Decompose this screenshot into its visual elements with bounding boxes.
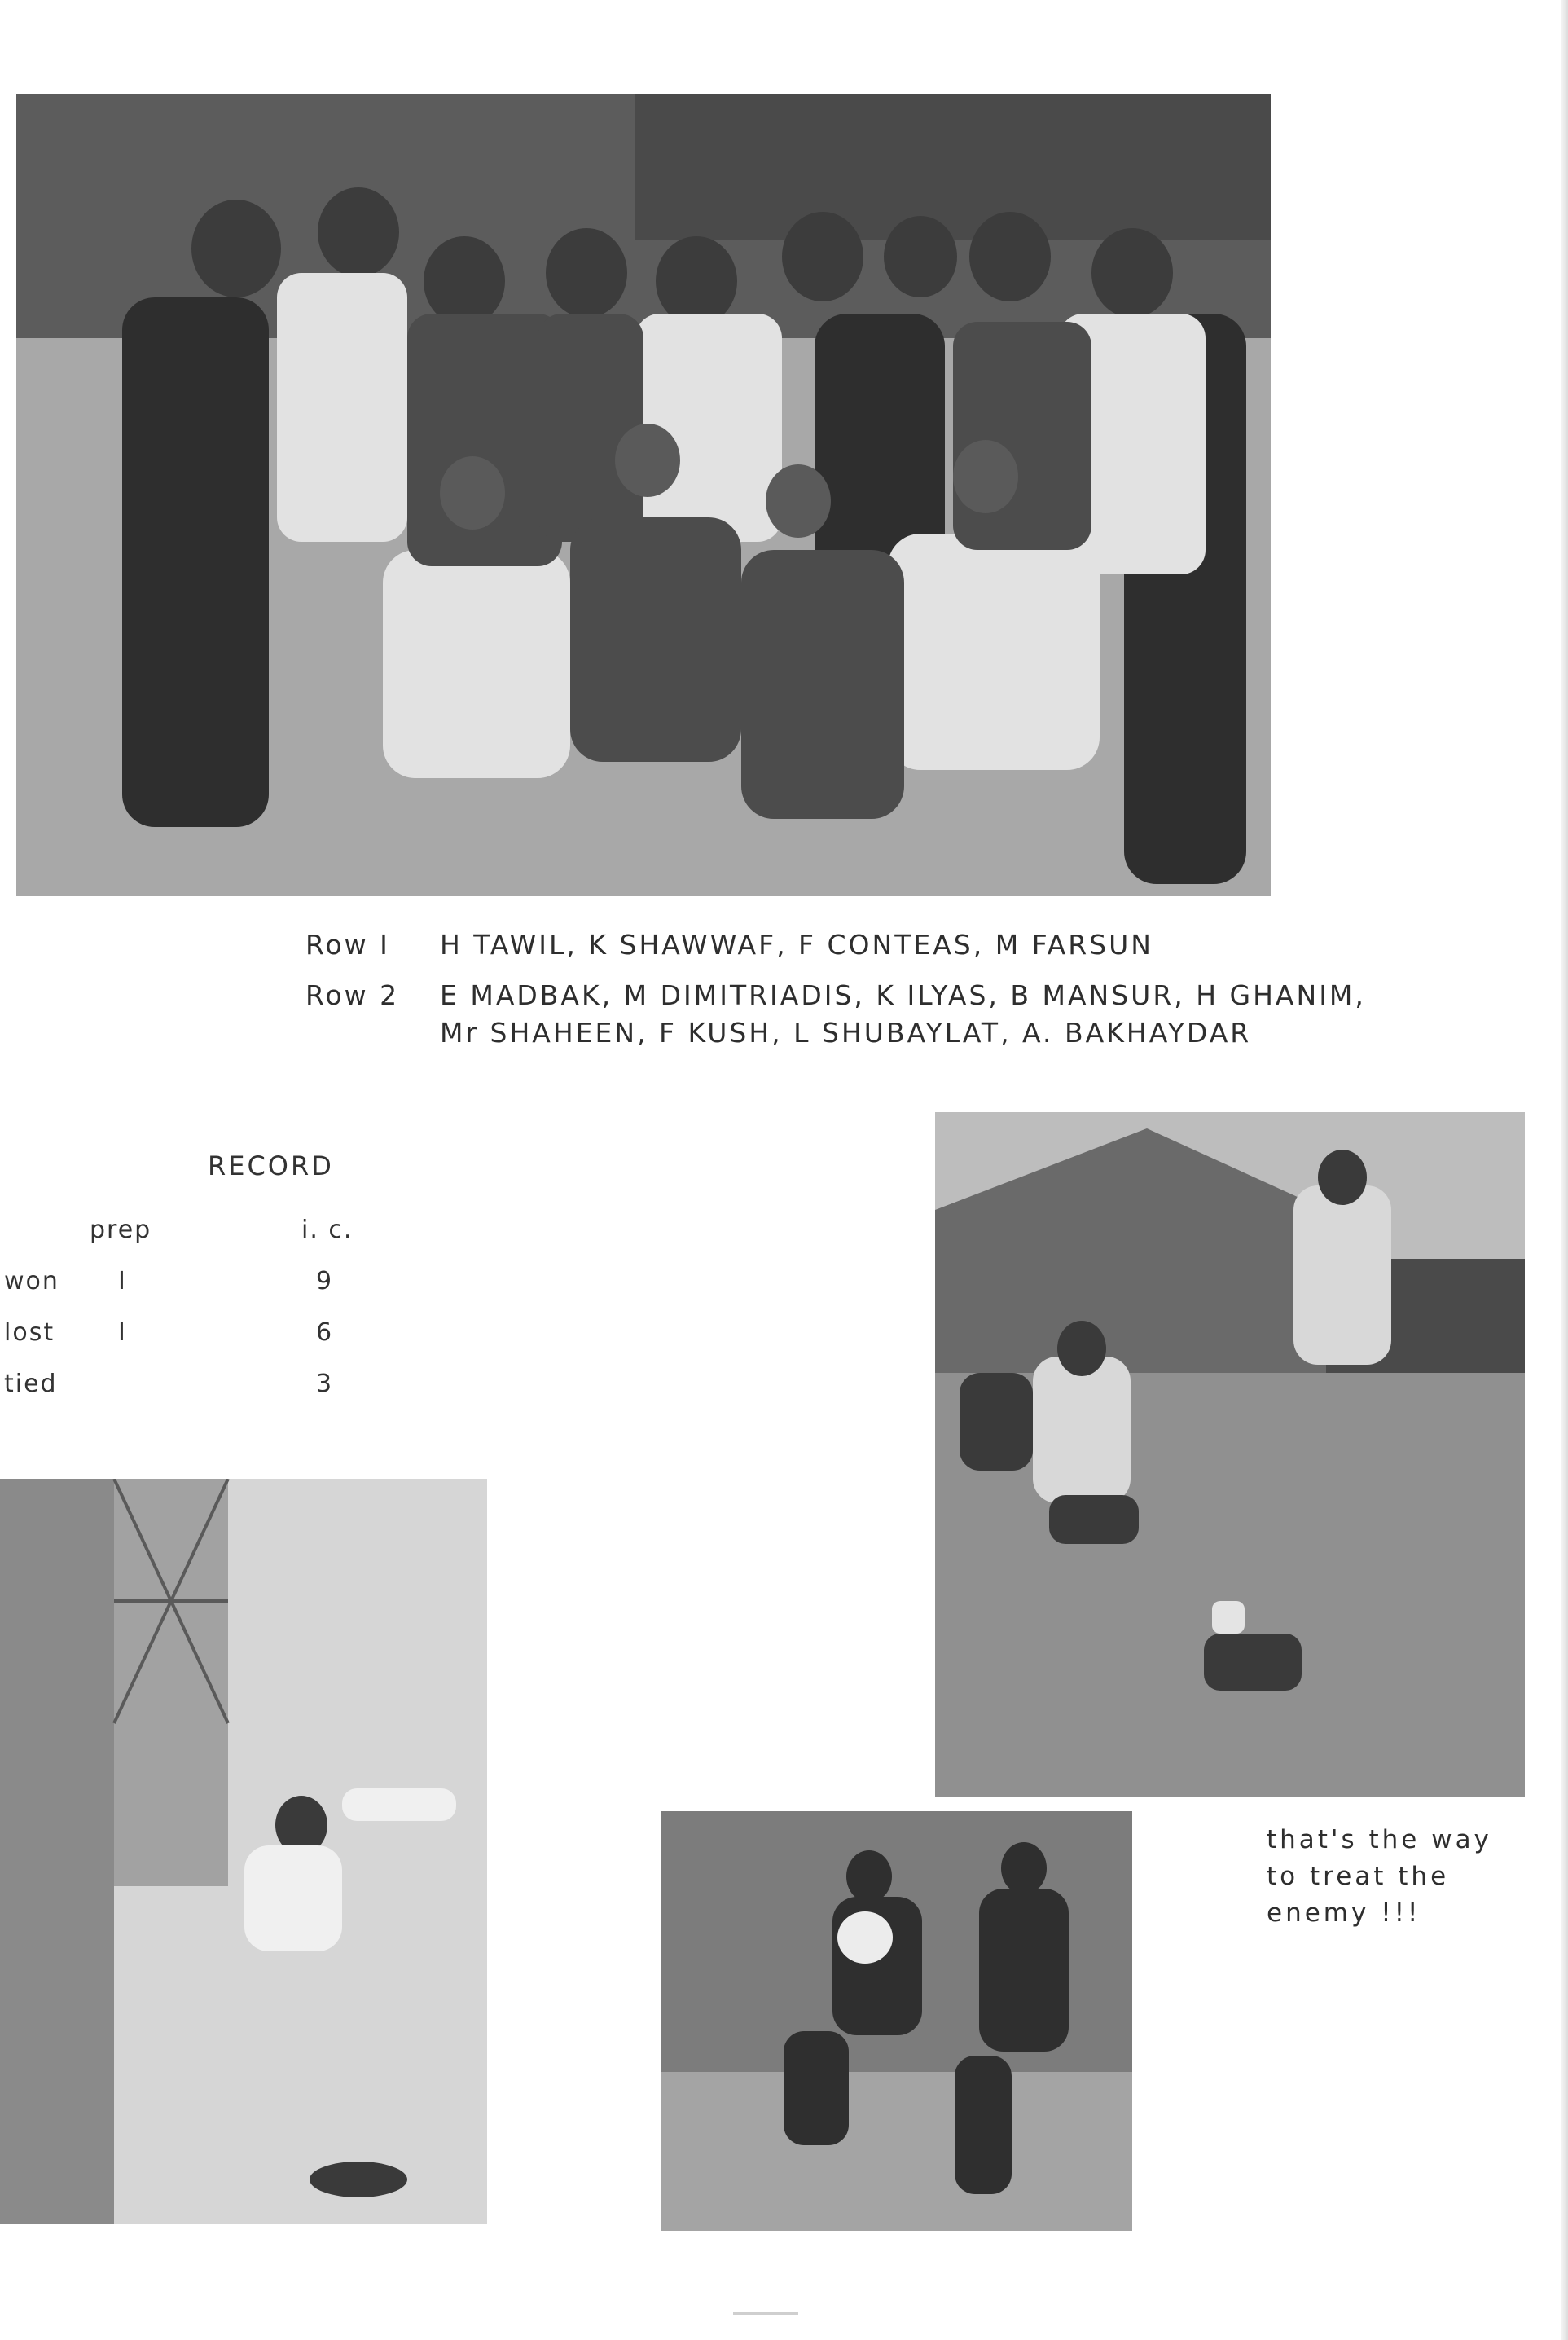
row2-names-line1: E MADBAK, M DIMITRIADIS, K ILYAS, B MANSUR, H GHANIM, bbox=[440, 979, 1366, 1011]
row1-label: Row I bbox=[305, 929, 390, 961]
goalkeeper-photo bbox=[0, 1479, 487, 2224]
record-col-ic: i. c. bbox=[301, 1216, 354, 1244]
quote-line3: enemy !!! bbox=[1267, 1898, 1421, 1928]
record-row-tied-label: tied bbox=[4, 1370, 58, 1398]
quote-line1: that's the way bbox=[1267, 1825, 1492, 1854]
record-row-tied-ic: 3 bbox=[316, 1370, 334, 1398]
page-edge bbox=[1561, 0, 1568, 2340]
record-title: RECORD bbox=[208, 1150, 334, 1181]
record-row-won-label: won bbox=[4, 1267, 59, 1295]
team-photo bbox=[16, 94, 1271, 896]
row2-label: Row 2 bbox=[305, 979, 400, 1011]
row2-names-line2: Mr SHAHEEN, F KUSH, L SHUBAYLAT, A. BAKHAYDAR bbox=[440, 1017, 1252, 1049]
record-row-lost-ic: 6 bbox=[316, 1318, 334, 1347]
tackle-photo bbox=[661, 1811, 1132, 2231]
record-col-prep: prep bbox=[90, 1216, 152, 1244]
record-row-won-ic: 9 bbox=[316, 1267, 334, 1295]
row1-names: H TAWIL, K SHAWWAF, F CONTEAS, M FARSUN bbox=[440, 929, 1153, 961]
bottom-mark bbox=[733, 2312, 798, 2315]
record-row-lost-prep: I bbox=[118, 1318, 127, 1347]
record-row-lost-label: lost bbox=[4, 1318, 55, 1347]
record-row-won-prep: I bbox=[118, 1267, 127, 1295]
action-photo bbox=[935, 1112, 1525, 1797]
quote-line2: to treat the bbox=[1267, 1862, 1450, 1891]
